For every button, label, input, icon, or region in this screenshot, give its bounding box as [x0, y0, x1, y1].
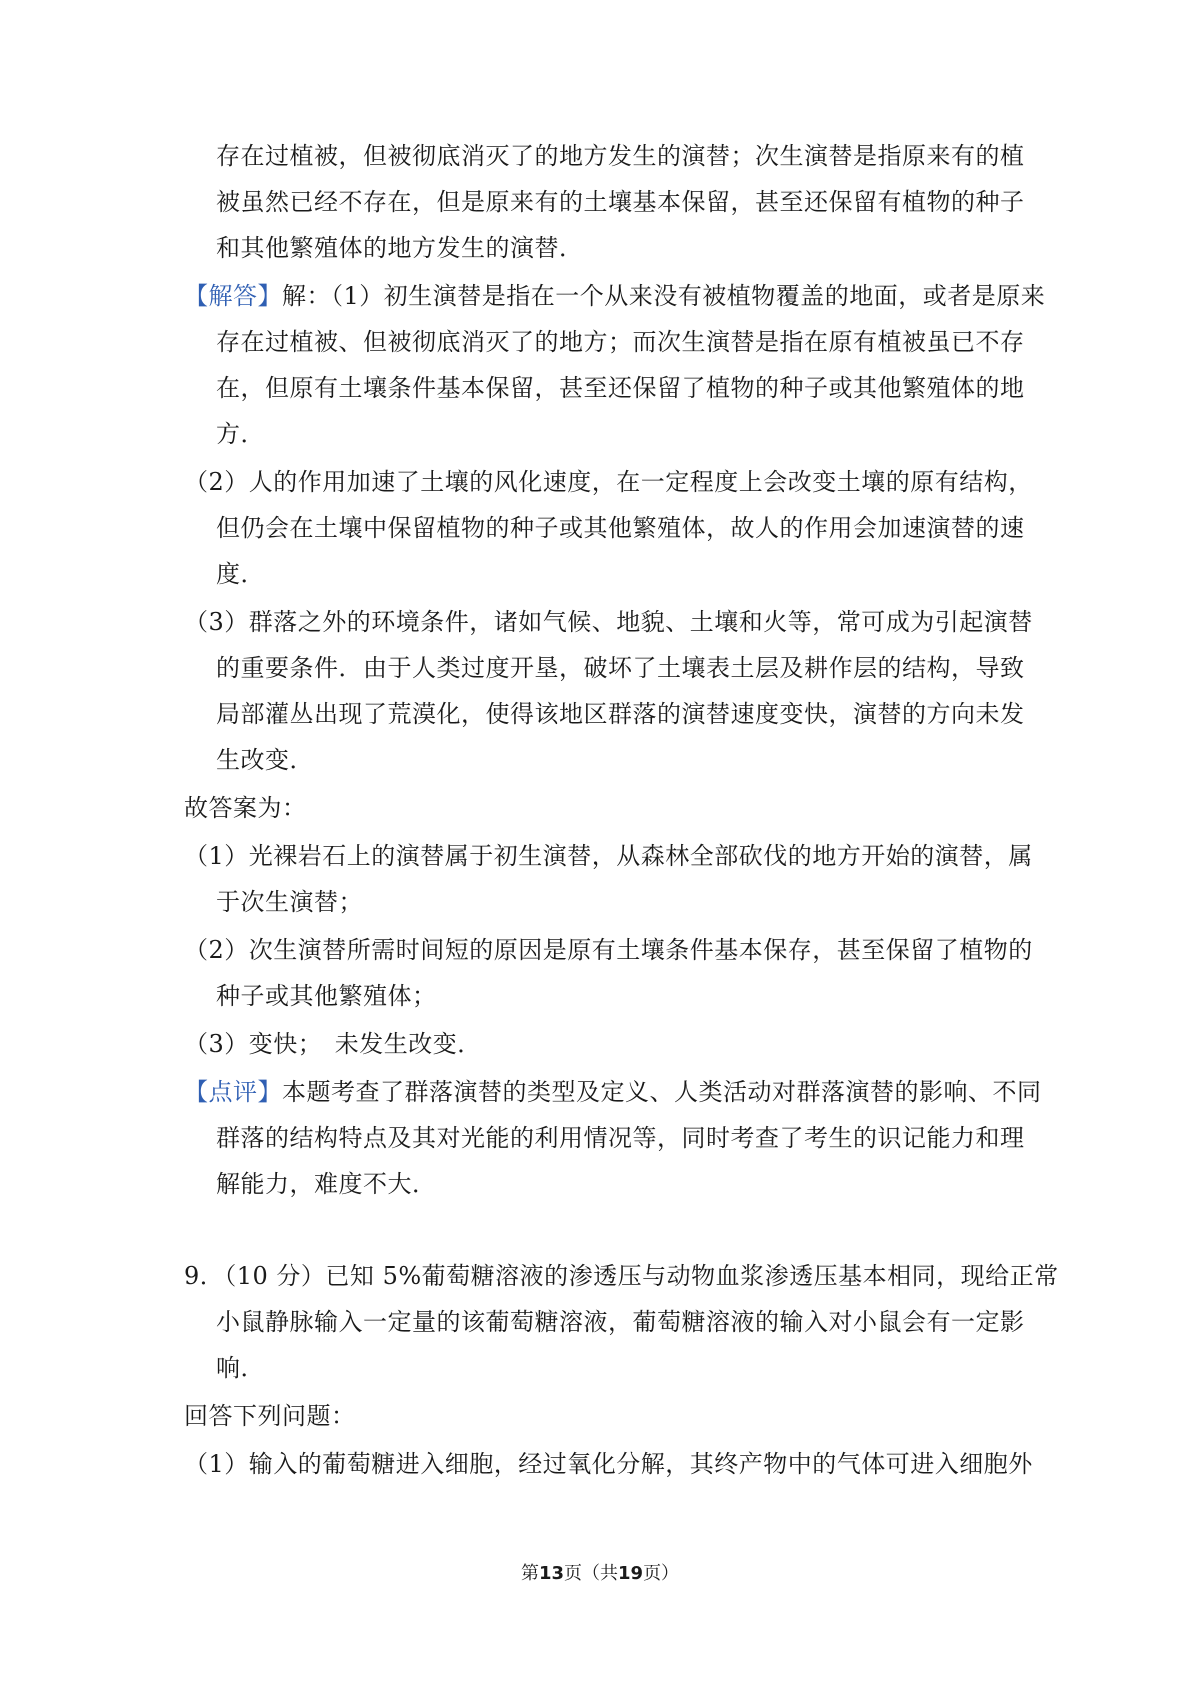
- final-answer-line: （3）变快； 未发生改变．: [184, 1030, 482, 1058]
- answer-part3-line: （3）群落之外的环境条件，诸如气候、地貌、土壤和火等，常可成为引起演替: [184, 608, 1033, 636]
- answer-part2-line: 但仍会在土壤中保留植物的种子或其他繁殖体，故人的作用会加速演替的速: [216, 514, 1025, 542]
- final-answer-line: 种子或其他繁殖体；: [216, 982, 437, 1010]
- question-line: 9．（10 分）已知 5%葡萄糖溶液的渗透压与动物血浆渗透压基本相同，现给正常: [184, 1262, 1059, 1290]
- question-subitem: （1）输入的葡萄糖进入细胞，经过氧化分解，其终产物中的气体可进入细胞外: [184, 1450, 1033, 1478]
- final-answer-line: （2）次生演替所需时间短的原因是原有土壤条件基本保存，甚至保留了植物的: [184, 936, 1033, 964]
- comment-line: 解能力，难度不大．: [216, 1170, 437, 1198]
- comment-intro: 本题考查了群落演替的类型及定义、人类活动对群落演替的影响、不同: [282, 1078, 1042, 1106]
- answer-part3-line: 生改变．: [216, 746, 314, 774]
- footer-page-number: 13: [538, 1563, 564, 1584]
- answer-part3-line: 的重要条件．由于人类过度开垦，破坏了土壤表土层及耕作层的结构，导致: [216, 654, 1025, 682]
- question-prompt: 回答下列问题：: [184, 1402, 356, 1430]
- answer-tag: 【解答】: [184, 282, 282, 310]
- page-footer: [0, 1562, 1200, 1586]
- footer-suffix: 页）: [643, 1563, 680, 1584]
- final-answer-line: （1）光裸岩石上的演替属于初生演替，从森林全部砍伐的地方开始的演替，属: [184, 842, 1033, 870]
- answer-line: 方．: [216, 420, 265, 448]
- question-line: 响．: [216, 1354, 265, 1382]
- analysis-line: 存在过植被，但被彻底消灭了的地方发生的演替；次生演替是指原来有的植: [216, 142, 1025, 170]
- footer-middle: 页（共: [564, 1563, 618, 1584]
- footer-prefix: 第: [520, 1563, 539, 1584]
- answer-part3-line: 局部灌丛出现了荒漠化，使得该地区群落的演替速度变快，演替的方向未发: [216, 700, 1025, 728]
- comment-line: 群落的结构特点及其对光能的利用情况等，同时考查了考生的识记能力和理: [216, 1124, 1025, 1152]
- analysis-line: 被虽然已经不存在，但是原来有的土壤基本保留，甚至还保留有植物的种子: [216, 188, 1025, 216]
- comment-tag: 【点评】: [184, 1078, 282, 1106]
- final-answer-heading: 故答案为：: [184, 794, 307, 822]
- answer-line: 在，但原有土壤条件基本保留，甚至还保留了植物的种子或其他繁殖体的地: [216, 374, 1025, 402]
- answer-line: 存在过植被、但被彻底消灭了的地方；而次生演替是指在原有植被虽已不存: [216, 328, 1025, 356]
- answer-part2-line: 度．: [216, 560, 265, 588]
- question-line: 小鼠静脉输入一定量的该葡萄糖溶液，葡萄糖溶液的输入对小鼠会有一定影: [216, 1308, 1025, 1336]
- analysis-line: 和其他繁殖体的地方发生的演替．: [216, 234, 584, 262]
- answer-first-line: [184, 280, 1045, 312]
- footer-total-pages: 19: [618, 1563, 644, 1584]
- answer-intro: 解：（1）初生演替是指在一个从来没有被植物覆盖的地面，或者是原来: [282, 282, 1046, 310]
- comment-first-line: [184, 1076, 1042, 1108]
- final-answer-line: 于次生演替；: [216, 888, 363, 916]
- answer-part2-line: （2）人的作用加速了土壤的风化速度，在一定程度上会改变土壤的原有结构，: [184, 468, 1033, 496]
